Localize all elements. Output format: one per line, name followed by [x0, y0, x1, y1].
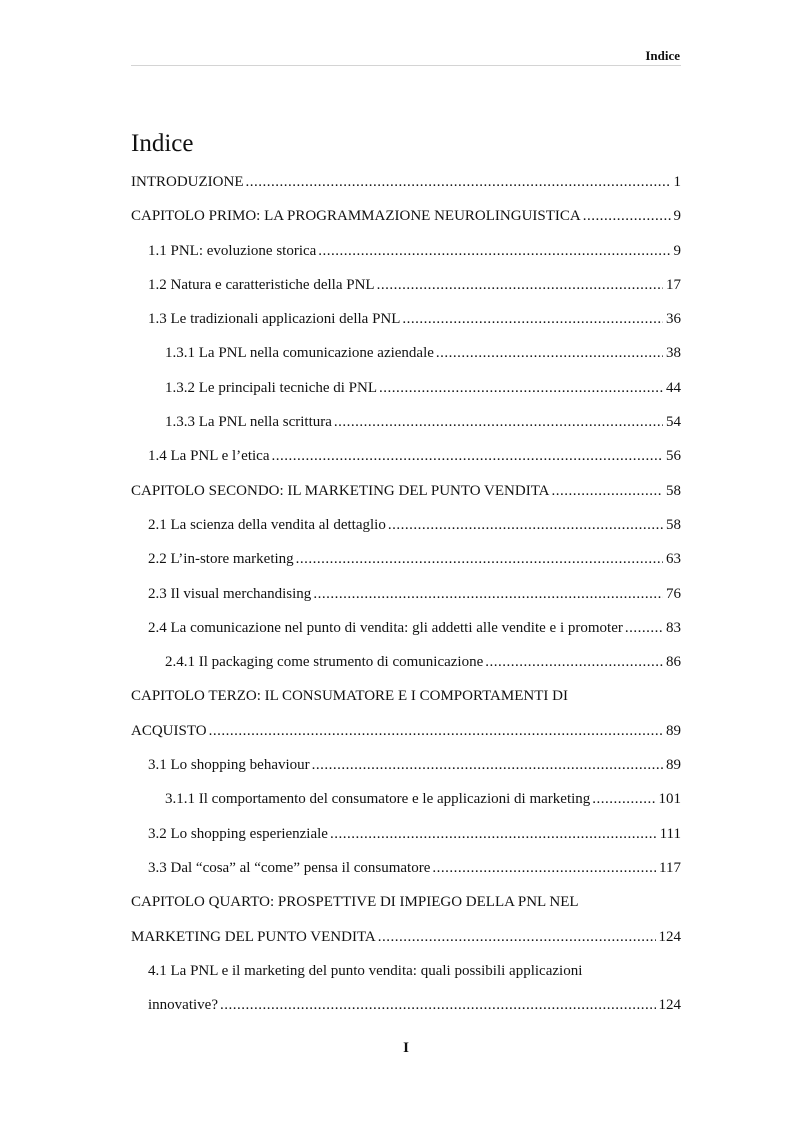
dot-leader: [312, 755, 663, 775]
toc-entry-title: CAPITOLO SECONDO: IL MARKETING DEL PUNTO VENDITA: [131, 482, 550, 499]
dot-leader: [432, 858, 656, 878]
toc-entry-first-line: CAPITOLO TERZO: IL CONSUMATORE E I COMPORTAMENTI DI: [131, 688, 568, 705]
toc-entry[interactable]: [131, 854, 681, 888]
dot-leader: [485, 652, 663, 672]
dot-leader: [334, 412, 663, 432]
toc-entry-page: 89: [666, 722, 681, 739]
toc-entry-title: 1.3.2 Le principali tecniche di PNL: [165, 379, 378, 396]
toc-entry-title: innovative?: [148, 997, 218, 1014]
toc-entry-page: 38: [666, 345, 681, 362]
toc-entry-title: 3.3 Dal “cosa” al “come” pensa il consumatore: [148, 859, 431, 876]
toc-entry[interactable]: [131, 751, 681, 785]
toc-entry[interactable]: [131, 271, 681, 305]
toc-entry-title: MARKETING DEL PUNTO VENDITA: [131, 928, 376, 945]
toc-entry-page: 17: [666, 276, 681, 293]
toc-entry[interactable]: [131, 923, 681, 957]
toc-entry-title: ACQUISTO: [131, 722, 207, 739]
toc-entry-title: 2.2 L’in-store marketing: [148, 551, 294, 568]
toc-entry[interactable]: [131, 408, 681, 442]
toc-entry-title: 1.3.3 La PNL nella scrittura: [165, 414, 332, 431]
toc-entry-page: 1: [673, 174, 681, 190]
toc-entry-title: CAPITOLO PRIMO: LA PROGRAMMAZIONE NEUROLINGUISTICA: [131, 208, 581, 225]
dot-leader: [220, 995, 656, 1015]
page-number: I: [403, 1040, 409, 1056]
toc-entry-page: 54: [666, 414, 681, 431]
running-head: Indice: [645, 48, 680, 63]
dot-leader: [625, 618, 663, 638]
toc-entry[interactable]: [131, 168, 681, 202]
dot-leader: [313, 584, 663, 604]
toc-entry[interactable]: [131, 820, 681, 854]
toc-entry[interactable]: [131, 305, 681, 339]
toc-entry[interactable]: [131, 545, 681, 579]
dot-leader: [592, 789, 655, 809]
toc-entry-page: 76: [666, 585, 681, 602]
toc-entry-page: 44: [666, 379, 681, 396]
dot-leader: [379, 378, 663, 398]
toc-entry[interactable]: [131, 339, 681, 373]
toc-entry-page: 58: [666, 516, 681, 533]
toc-entry[interactable]: [131, 511, 681, 545]
toc-entry[interactable]: [131, 991, 681, 1025]
toc-entry-page: 36: [666, 311, 681, 328]
toc-entry-page: 101: [658, 791, 681, 808]
toc-entry-page: 58: [666, 482, 681, 499]
toc-entry-title: 2.4.1 Il packaging come strumento di comunicazione: [165, 654, 484, 671]
dot-leader: [209, 721, 663, 741]
toc-entry-page: 83: [666, 619, 681, 636]
toc-entry-page: 117: [659, 859, 681, 876]
toc-entry-title: 1.2 Natura e caratteristiche della PNL: [148, 276, 375, 293]
dot-leader: [318, 241, 670, 261]
dot-leader: [245, 172, 670, 192]
toc-entry-page: 56: [666, 448, 681, 465]
toc-entry-title: 1.4 La PNL e l’etica: [148, 448, 270, 465]
toc-entry-title: INTRODUZIONE: [131, 174, 244, 190]
toc-entry[interactable]: [131, 202, 681, 236]
table-of-contents: [131, 168, 681, 1025]
toc-entry-first-line: 4.1 La PNL e il marketing del punto vendita: quali possibili applicazioni: [148, 962, 583, 979]
dot-leader: [330, 824, 657, 844]
toc-entry-page: 124: [658, 928, 681, 945]
toc-entry[interactable]: [131, 477, 681, 511]
toc-entry-page: 86: [666, 654, 681, 671]
toc-entry-first-line: CAPITOLO QUARTO: PROSPETTIVE DI IMPIEGO DELLA PNL NEL: [131, 894, 579, 911]
toc-entry-title: 2.1 La scienza della vendita al dettaglio: [148, 516, 386, 533]
toc-entry-title: 1.3.1 La PNL nella comunicazione aziendale: [165, 345, 434, 362]
header-rule: [131, 65, 681, 66]
toc-entry-title: 1.3 Le tradizionali applicazioni della PNL: [148, 311, 401, 328]
toc-entry-page: 9: [673, 208, 681, 225]
dot-leader: [388, 515, 663, 535]
toc-entry-title: 1.1 PNL: evoluzione storica: [148, 242, 317, 259]
toc-entry-title: 3.1 Lo shopping behaviour: [148, 757, 310, 774]
toc-entry-title: 3.2 Lo shopping esperienziale: [148, 825, 328, 842]
page-title: Indice: [131, 130, 194, 157]
toc-entry[interactable]: [131, 237, 681, 271]
toc-entry-title: 3.1.1 Il comportamento del consumatore e le applicazioni di marketing: [165, 791, 591, 808]
dot-leader: [436, 343, 663, 363]
toc-entry-page: 9: [673, 242, 681, 259]
toc-entry-title: 2.3 Il visual merchandising: [148, 585, 312, 602]
toc-entry-title: 2.4 La comunicazione nel punto di vendita: gli addetti alle vendite e i promoter: [148, 619, 623, 636]
toc-entry-page: 124: [658, 997, 681, 1014]
toc-entry-page: 89: [666, 757, 681, 774]
dot-leader: [583, 206, 671, 226]
dot-leader: [296, 549, 663, 569]
toc-entry[interactable]: [131, 580, 681, 614]
dot-leader: [377, 275, 663, 295]
dot-leader: [552, 481, 663, 501]
toc-entry[interactable]: [131, 374, 681, 408]
toc-entry[interactable]: [131, 717, 681, 751]
toc-entry[interactable]: [131, 648, 681, 682]
toc-entry-page: 111: [659, 825, 681, 842]
dot-leader: [378, 927, 656, 947]
dot-leader: [271, 446, 663, 466]
dot-leader: [402, 309, 663, 329]
toc-entry[interactable]: [131, 442, 681, 476]
toc-entry[interactable]: [131, 785, 681, 819]
toc-entry-page: 63: [666, 551, 681, 568]
toc-entry[interactable]: [131, 614, 681, 648]
